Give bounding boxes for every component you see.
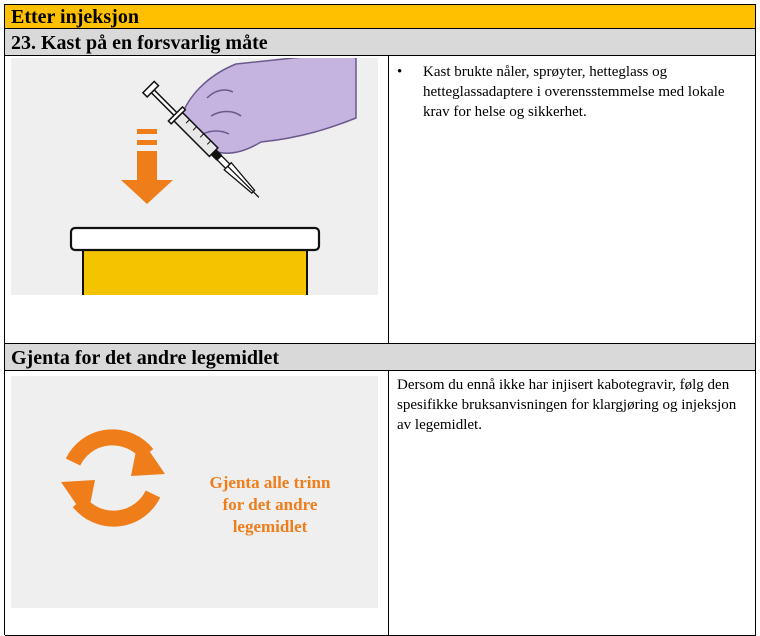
section-header — [5, 5, 756, 29]
disposal-illustration-cell — [5, 56, 389, 344]
step-title: 23. Kast på en forsvarlig måte — [11, 32, 268, 54]
repeat-title: Gjenta for det andre legemidlet — [11, 347, 280, 369]
repeat-header — [5, 344, 756, 371]
sharps-disposal-icon — [11, 58, 378, 295]
repeat-graphic-line-1: Gjenta alle trinn — [209, 473, 331, 492]
disposal-instruction-text: Kast brukte nåler, sprøyter, hetteglass og hetteglassadaptere i overensstemmelse med lokale krav for helse og sikkerhet. — [423, 64, 725, 120]
disposal-instructions-cell — [389, 56, 756, 344]
repeat-instructions-cell — [389, 371, 756, 636]
repeat-graphic-line-3: legemidlet — [232, 517, 308, 536]
repeat-graphic-line-2: for det andre — [222, 495, 318, 514]
repeat-illustration — [11, 376, 378, 608]
step-header — [5, 29, 756, 56]
disposal-illustration — [11, 58, 378, 295]
bullet-marker: • — [397, 64, 403, 80]
repeat-illustration-cell — [5, 371, 389, 636]
repeat-graphic-text — [199, 472, 341, 538]
repeat-instruction-text: Dersom du ennå ikke har injisert kabotegravir, følg den spesifikke bruksanvisningen for klargjøring og injeksjon av legemidlet. — [397, 377, 737, 433]
section-title: Etter injeksjon — [11, 6, 139, 28]
instruction-table — [4, 4, 756, 635]
